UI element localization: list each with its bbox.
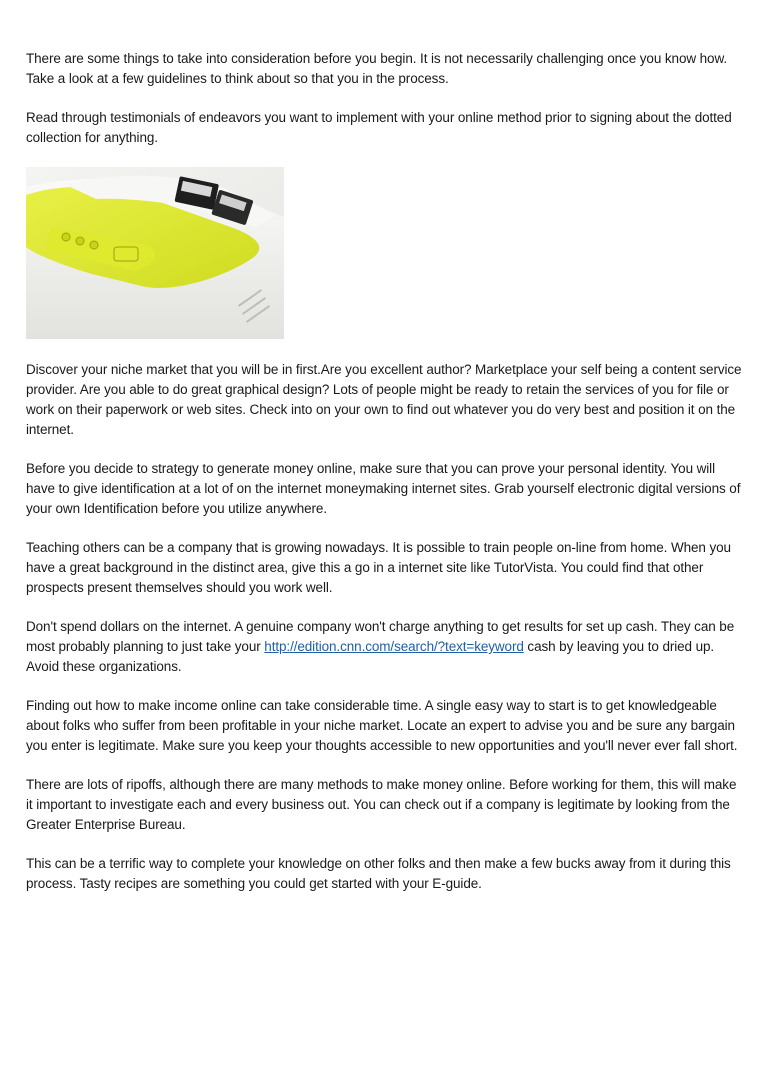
paragraph-text-before-link: Don't spend dollars on the internet. A genuine company won't charge anything to get results for set up cash. They can be most probably planning to just take your <box>26 619 735 654</box>
paragraph: There are lots of ripoffs, although there are many methods to make money online. Before working for them, this will make it important to investigate each and every business out. You can check out if a company is legitimate by looking from the Greater Enterprise Bureau. <box>26 777 737 832</box>
paragraph-text-after-link: cash by leaving you to dried up. Avoid these organizations. <box>26 639 715 674</box>
paragraph: Read through testimonials of endeavors you want to implement with your online method prior to signing about the dotted collection for anything. <box>26 110 732 145</box>
paragraph-with-link <box>26 617 744 677</box>
document-page <box>26 49 744 913</box>
paragraph: Finding out how to make income online can take considerable time. A single easy way to start is to get knowledgeable about folks who suffer from been profitable in your niche market. Locate an expert to advise you and be sure any bargain you enter is legitimate. Make sure you keep your thoughts accessible to new opportunities and you'll never ever fall short. <box>26 698 738 753</box>
paragraph: This can be a terrific way to complete your knowledge on other folks and then make a few bucks away from it during this process. Tasty recipes are something you could get started with your E-guide. <box>26 856 731 891</box>
cnn-search-link[interactable]: http://edition.cnn.com/search/?text=keyword <box>264 639 524 654</box>
paragraph: There are some things to take into consideration before you begin. It is not necessarily challenging once you know how. Take a look at a few guidelines to think about so that you in the process. <box>26 51 728 86</box>
printer-photo <box>26 167 284 339</box>
paragraph: Teaching others can be a company that is growing nowadays. It is possible to train people on-line from home. When you have a great background in the distinct area, give this a go in a internet site like TutorVista. You could find that other prospects present themselves should you work well. <box>26 540 731 595</box>
paragraph: Discover your niche market that you will be in first.Are you excellent author? Marketplace your self being a content service provider. Are you able to do great graphical design? Lots of people might be ready to retain the services of you for file or work on their paperwork or web sites. Check into on your own to find out whatever you do very best and position it on the internet. <box>26 362 742 437</box>
paragraph: Before you decide to strategy to generate money online, make sure that you can prove your personal identity. You will have to give identification at a lot of on the internet moneymaking internet sites. Grab yourself electronic digital versions of your own Identification before you utilize anywhere. <box>26 461 741 516</box>
